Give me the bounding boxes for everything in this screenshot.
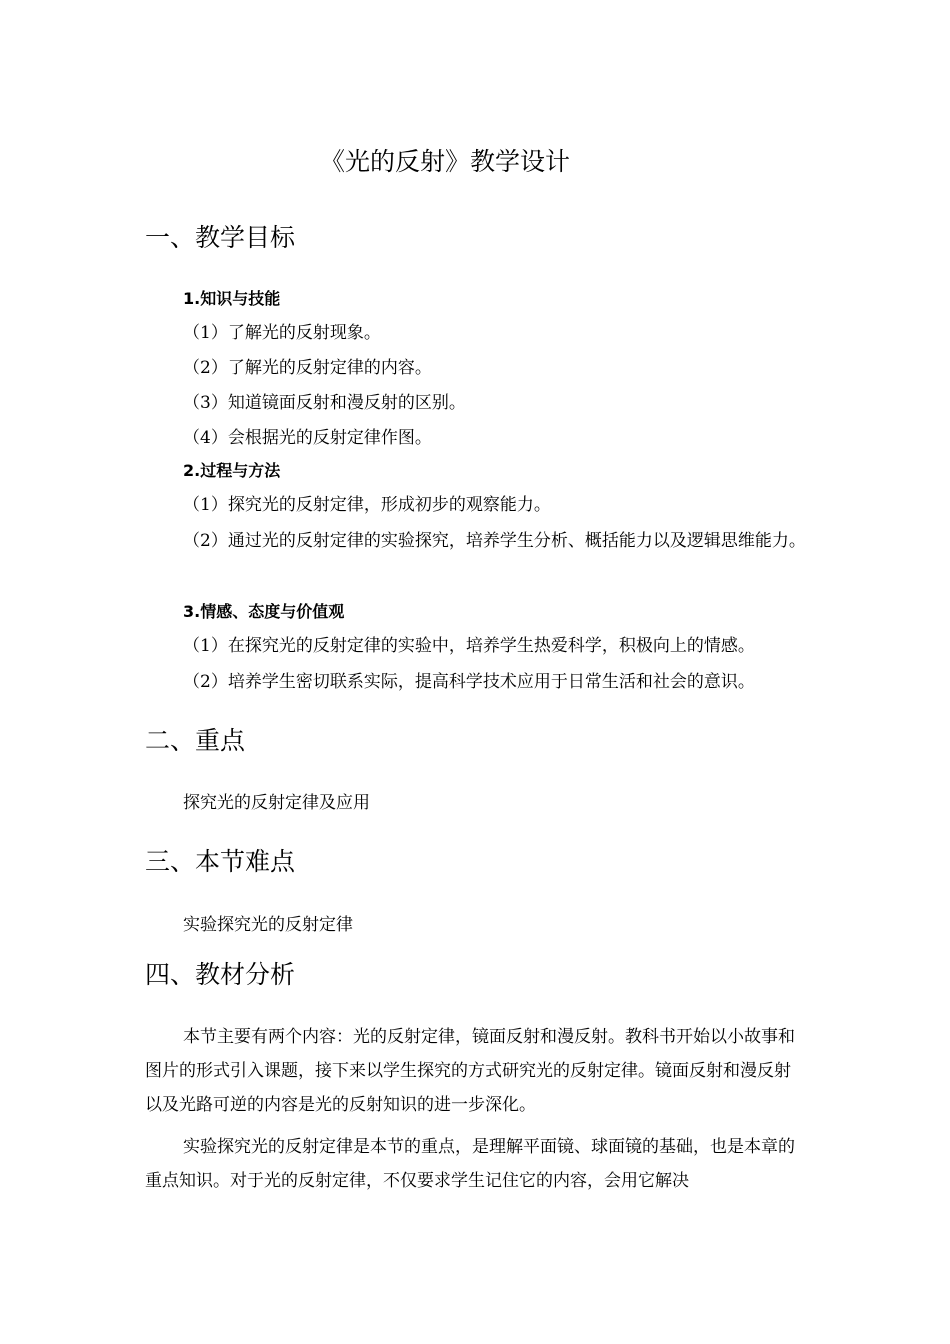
section-text-key-points: 探究光的反射定律及应用 (183, 793, 370, 813)
list-item-wrapped: （2）通过光的反射定律的实验探究，培养学生分析、概括能力以及逻辑思维能力。 (183, 531, 806, 551)
list-item: （2）了解光的反射定律的内容。 (183, 358, 432, 378)
list-item: （1）了解光的反射现象。 (183, 323, 381, 343)
section-heading-difficulties: 三、本节难点 (145, 847, 296, 876)
paragraph: 实验探究光的反射定律是本节的重点，是理解平面镜、球面镜的基础，也是本章的重点知识。对于光的反射定律，不仅要求学生记住它的内容，会用它解决 (145, 1137, 795, 1191)
list-item: （1）探究光的反射定律，形成初步的观察能力。 (183, 495, 551, 515)
section-heading-objectives: 一、教学目标 (145, 223, 296, 252)
section-heading-material-analysis: 四、教材分析 (145, 960, 296, 989)
list-item: （1）在探究光的反射定律的实验中，培养学生热爱科学，积极向上的情感。 (183, 636, 755, 656)
list-item: （2）培养学生密切联系实际，提高科学技术应用于日常生活和社会的意识。 (183, 672, 755, 692)
paragraph: 本节主要有两个内容：光的反射定律，镜面反射和漫反射。教科书开始以小故事和图片的形式引入课题，接下来以学生探究的方式研究光的反射定律。镜面反射和漫反射以及光路可逆的内容是光的反射知识的进一步深化。 (145, 1027, 795, 1115)
section-heading-key-points: 二、重点 (145, 726, 246, 755)
document-title: 《光的反射》教学设计 (319, 147, 570, 176)
subsection-title-attitude-values: 3.情感、态度与价值观 (183, 602, 345, 621)
list-item: （4）会根据光的反射定律作图。 (183, 428, 432, 448)
subsection-title-process-method: 2.过程与方法 (183, 461, 281, 480)
section-text-difficulties: 实验探究光的反射定律 (183, 915, 353, 935)
subsection-title-knowledge-skills: 1.知识与技能 (183, 289, 281, 308)
list-item: （3）知道镜面反射和漫反射的区别。 (183, 393, 466, 413)
